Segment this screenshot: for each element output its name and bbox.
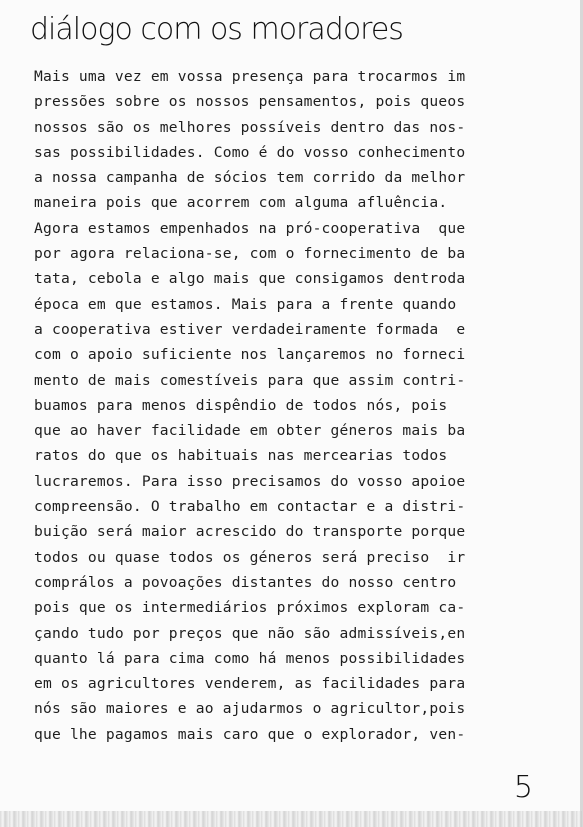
text-line: ratos do que os habituais nas mercearias todos (34, 447, 448, 465)
text-line: época em que estamos. Mais para a frente quando (34, 295, 457, 313)
text-line: tata, cebola e algo mais que consigamos dentroda (34, 270, 466, 288)
text-line: pois que os intermediários próximos exploram ca- (34, 599, 466, 617)
text-line: todos ou quase todos os géneros será preciso ir (34, 548, 466, 566)
text-line: a cooperativa estiver verdadeiramente formada e (34, 320, 466, 338)
text-line: quanto lá para cima como há menos possibilidades (34, 649, 466, 667)
text-line: comprálos a povoações distantes do nosso centro (34, 573, 457, 591)
text-line: Agora estamos empenhados na pró-cooperativa que (34, 219, 466, 237)
scan-edge-bottom (0, 811, 583, 827)
text-line: buição será maior acrescido do transporte porque (34, 523, 466, 541)
text-line: nós são maiores e ao ajudarmos o agricultor,pois (34, 700, 466, 718)
text-line: çando tudo por preços que não são admissíveis,en (34, 624, 466, 642)
text-line: por agora relaciona-se, com o fornecimento de ba (34, 245, 466, 263)
text-line: maneira pois que acorrem com alguma afluência. (34, 194, 448, 212)
page-number: 5 (513, 770, 533, 805)
text-line: que lhe pagamos mais caro que o explorador, ven- (34, 725, 466, 743)
text-line: nossos são os melhores possíveis dentro das nos- (34, 118, 466, 136)
text-line: Mais uma vez em vossa presença para trocarmos im (34, 68, 466, 85)
text-line: a nossa campanha de sócios tem corrido da melhor (34, 169, 466, 187)
text-line: lucraremos. Para isso precisamos do vosso apoioe (34, 472, 466, 490)
text-line: com o apoio suficiente nos lançaremos no forneci (34, 346, 466, 364)
text-line: sas possibilidades. Como é do vosso conhecimento (34, 143, 466, 161)
text-line: buamos para menos dispêndio de todos nós, pois (34, 396, 448, 414)
text-line: compreensão. O trabalho em contactar e a distri- (34, 498, 466, 516)
body-text (34, 64, 554, 747)
page-heading: diálogo com os moradores (30, 12, 403, 47)
text-line: em os agricultores venderem, as facilidades para (34, 675, 466, 693)
text-line: que ao haver facilidade em obter géneros mais ba (34, 422, 466, 440)
text-line: mento de mais comestíveis para que assim contri- (34, 371, 466, 389)
text-line: pressões sobre os nossos pensamentos, pois queos (34, 93, 466, 111)
